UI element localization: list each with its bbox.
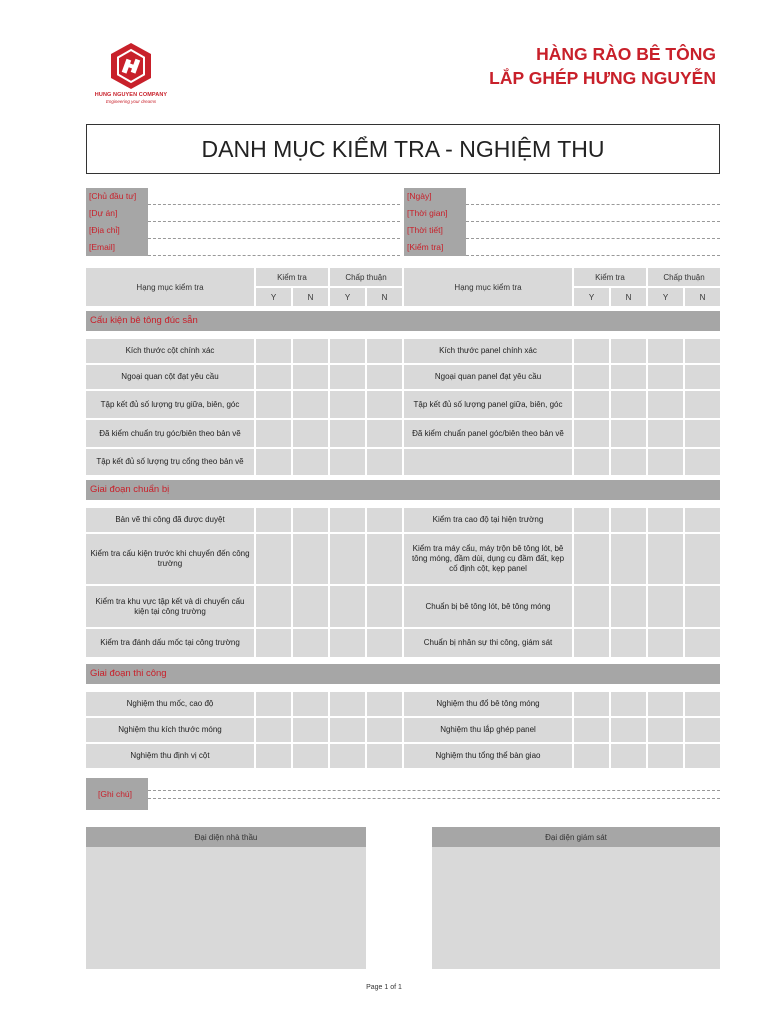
approve-yes-cell[interactable] xyxy=(648,339,683,363)
info-label-weather: [Thời tiết] xyxy=(407,225,443,235)
approve-yes-cell[interactable] xyxy=(648,586,683,627)
approve-yes-cell[interactable] xyxy=(648,508,683,532)
approve-no-cell[interactable] xyxy=(367,365,402,389)
approve-yes-cell[interactable] xyxy=(648,718,683,742)
check-yes-cell[interactable] xyxy=(574,508,609,532)
checklist-row xyxy=(404,420,720,447)
approve-no-cell[interactable] xyxy=(685,365,720,389)
check-yes-cell[interactable] xyxy=(256,744,291,768)
checklist-row xyxy=(86,339,402,363)
checklist-row xyxy=(86,534,402,584)
header-approve-yes: Y xyxy=(330,288,365,306)
check-no-cell[interactable] xyxy=(293,391,328,418)
checklist-row xyxy=(86,744,402,768)
approve-no-cell[interactable] xyxy=(685,391,720,418)
info-label-time: [Thời gian] xyxy=(407,208,448,218)
checklist-item-label: Kiểm tra máy cẩu, máy trộn bê tông lót, bê tông móng, đầm dùi, dụng cụ đầm đất, kẹp cố định cột, kẹp panel xyxy=(404,534,572,584)
check-no-cell[interactable] xyxy=(293,718,328,742)
checklist-row xyxy=(404,449,720,475)
email-field[interactable] xyxy=(148,239,400,256)
approve-no-cell[interactable] xyxy=(367,339,402,363)
header-approve-label: Chấp thuận xyxy=(648,268,720,286)
check-no-cell[interactable] xyxy=(611,629,646,657)
check-yes-cell[interactable] xyxy=(574,744,609,768)
page-number: Page 1 of 1 xyxy=(366,984,402,991)
approve-yes-cell[interactable] xyxy=(330,508,365,532)
approve-no-cell[interactable] xyxy=(367,420,402,447)
check-yes-cell[interactable] xyxy=(574,420,609,447)
checklist-item-label: Tập kết đủ số lượng trụ giữa, biên, góc xyxy=(86,391,254,418)
checklist-item-label: Tập kết đủ số lượng trụ cổng theo bản vẽ xyxy=(86,449,254,475)
contractor-signature-label: Đại diện nhà thầu xyxy=(86,827,366,847)
weather-field[interactable] xyxy=(466,222,720,239)
checklist-item-label: Đã kiểm chuẩn trụ góc/biên theo bản vẽ xyxy=(86,420,254,447)
brand-line-2: LẮP GHÉP HƯNG NGUYỄN xyxy=(489,68,716,88)
approve-no-cell[interactable] xyxy=(685,420,720,447)
checklist-item-label: Chuẩn bị nhân sự thi công, giám sát xyxy=(404,629,572,657)
checklist-item-label: Nghiệm thu đổ bê tông móng xyxy=(404,692,572,716)
info-label-project: [Dự án] xyxy=(89,208,118,218)
header-item-label: Hạng mục kiểm tra xyxy=(404,268,572,306)
checklist-item-label: Chuẩn bị bê tông lót, bê tông móng xyxy=(404,586,572,627)
info-label-investor: [Chủ đầu tư] xyxy=(89,191,137,201)
approve-no-cell[interactable] xyxy=(367,586,402,627)
supervisor-signature-box[interactable] xyxy=(432,827,720,969)
info-label-inspector: [Kiểm tra] xyxy=(407,242,444,252)
approve-no-cell[interactable] xyxy=(685,718,720,742)
approve-yes-cell[interactable] xyxy=(330,449,365,475)
check-no-cell[interactable] xyxy=(293,744,328,768)
check-no-cell[interactable] xyxy=(293,420,328,447)
check-no-cell[interactable] xyxy=(611,586,646,627)
approve-no-cell[interactable] xyxy=(685,449,720,475)
approve-yes-cell[interactable] xyxy=(648,692,683,716)
checklist-item-label: Nghiệm thu tổng thể bàn giao xyxy=(404,744,572,768)
header-approve-yes: Y xyxy=(648,288,683,306)
checklist-row xyxy=(404,534,720,584)
checklist-row xyxy=(86,391,402,418)
approve-no-cell[interactable] xyxy=(685,629,720,657)
check-yes-cell[interactable] xyxy=(256,718,291,742)
check-no-cell[interactable] xyxy=(611,391,646,418)
check-yes-cell[interactable] xyxy=(574,718,609,742)
checklist-row xyxy=(404,586,720,627)
approve-no-cell[interactable] xyxy=(367,718,402,742)
approve-yes-cell[interactable] xyxy=(330,534,365,584)
approve-yes-cell[interactable] xyxy=(648,365,683,389)
approve-yes-cell[interactable] xyxy=(648,629,683,657)
logo-hexagon-icon xyxy=(88,42,174,92)
address-field[interactable] xyxy=(148,222,400,239)
checklist-item-label: Nghiệm thu kích thước móng xyxy=(86,718,254,742)
approve-no-cell[interactable] xyxy=(685,692,720,716)
checklist-item-label xyxy=(404,449,572,475)
approve-yes-cell[interactable] xyxy=(648,449,683,475)
checklist-item-label: Kiểm tra cấu kiện trước khi chuyển đến công trường xyxy=(86,534,254,584)
check-no-cell[interactable] xyxy=(293,629,328,657)
check-yes-cell[interactable] xyxy=(574,586,609,627)
notes-field[interactable] xyxy=(148,790,720,791)
checklist-row xyxy=(404,365,720,389)
checklist-item-label: Nghiệm thu lắp ghép panel xyxy=(404,718,572,742)
check-no-cell[interactable] xyxy=(611,744,646,768)
brand-line-1: HÀNG RÀO BÊ TÔNG xyxy=(536,44,716,64)
check-yes-cell[interactable] xyxy=(256,534,291,584)
checklist-row xyxy=(404,339,720,363)
header-check-label: Kiểm tra xyxy=(574,268,646,286)
section-preparation: Giai đoạn chuẩn bị xyxy=(86,480,720,500)
checklist-item-label: Kiểm tra cao độ tại hiện trường xyxy=(404,508,572,532)
brand-heading xyxy=(489,42,716,90)
approve-yes-cell[interactable] xyxy=(648,534,683,584)
approve-no-cell[interactable] xyxy=(367,744,402,768)
header-item-label: Hạng mục kiểm tra xyxy=(86,268,254,306)
approve-no-cell[interactable] xyxy=(367,692,402,716)
check-yes-cell[interactable] xyxy=(574,391,609,418)
checklist-row xyxy=(404,692,720,716)
approve-no-cell[interactable] xyxy=(367,508,402,532)
logo-tagline: Engineering your dreams xyxy=(105,99,157,104)
check-no-cell[interactable] xyxy=(611,718,646,742)
check-no-cell[interactable] xyxy=(293,339,328,363)
notes-label: [Ghi chú] xyxy=(86,778,148,810)
checklist-item-label: Nghiệm thu mốc, cao độ xyxy=(86,692,254,716)
supervisor-signature-label: Đại diện giám sát xyxy=(432,827,720,847)
approve-yes-cell[interactable] xyxy=(648,420,683,447)
approve-no-cell[interactable] xyxy=(367,391,402,418)
approve-yes-cell[interactable] xyxy=(330,586,365,627)
check-no-cell[interactable] xyxy=(293,692,328,716)
header-check-label: Kiểm tra xyxy=(256,268,328,286)
checklist-row xyxy=(86,449,402,475)
approve-no-cell[interactable] xyxy=(685,586,720,627)
investor-field[interactable] xyxy=(148,188,400,205)
check-yes-cell[interactable] xyxy=(574,534,609,584)
check-no-cell[interactable] xyxy=(293,508,328,532)
approve-yes-cell[interactable] xyxy=(330,365,365,389)
check-yes-cell[interactable] xyxy=(574,339,609,363)
table-header-left xyxy=(86,268,402,306)
info-label-email: [Email] xyxy=(89,242,115,252)
check-no-cell[interactable] xyxy=(611,420,646,447)
check-yes-cell[interactable] xyxy=(574,449,609,475)
check-yes-cell[interactable] xyxy=(256,508,291,532)
checklist-row xyxy=(404,629,720,657)
header-approve-no: N xyxy=(685,288,720,306)
checklist-row xyxy=(404,744,720,768)
check-yes-cell[interactable] xyxy=(574,365,609,389)
document-title: DANH MỤC KIỂM TRA - NGHIỆM THU xyxy=(86,124,720,174)
approve-yes-cell[interactable] xyxy=(330,420,365,447)
check-no-cell[interactable] xyxy=(293,534,328,584)
approve-yes-cell[interactable] xyxy=(330,692,365,716)
project-field[interactable] xyxy=(148,205,400,222)
check-yes-cell[interactable] xyxy=(574,629,609,657)
check-no-cell[interactable] xyxy=(293,586,328,627)
check-no-cell[interactable] xyxy=(611,339,646,363)
checklist-item-label: Nghiệm thu định vị cột xyxy=(86,744,254,768)
checklist-item-label: Bản vẽ thi công đã được duyệt xyxy=(86,508,254,532)
check-yes-cell[interactable] xyxy=(256,586,291,627)
table-header-right xyxy=(404,268,720,306)
check-no-cell[interactable] xyxy=(611,449,646,475)
header-check-yes: Y xyxy=(574,288,609,306)
date-field[interactable] xyxy=(466,188,720,205)
checklist-row xyxy=(404,391,720,418)
approve-no-cell[interactable] xyxy=(367,629,402,657)
check-yes-cell[interactable] xyxy=(256,449,291,475)
header-approve-no: N xyxy=(367,288,402,306)
approve-no-cell[interactable] xyxy=(367,449,402,475)
info-block-left xyxy=(86,188,400,256)
check-no-cell[interactable] xyxy=(611,534,646,584)
section-precast: Cấu kiện bê tông đúc sẵn xyxy=(86,311,720,331)
checklist-item-label: Ngoại quan panel đạt yêu cầu xyxy=(404,365,572,389)
approve-no-cell[interactable] xyxy=(685,534,720,584)
checklist-row xyxy=(86,508,402,532)
check-yes-cell[interactable] xyxy=(256,692,291,716)
approve-yes-cell[interactable] xyxy=(648,744,683,768)
check-yes-cell[interactable] xyxy=(256,629,291,657)
checklist-item-label: Kiểm tra đánh dấu mốc tại công trường xyxy=(86,629,254,657)
approve-yes-cell[interactable] xyxy=(330,339,365,363)
check-yes-cell[interactable] xyxy=(256,365,291,389)
checklist-item-label: Đã kiểm chuẩn panel góc/biên theo bản vẽ xyxy=(404,420,572,447)
header-check-no: N xyxy=(293,288,328,306)
checklist-item-label: Kiểm tra khu vực tập kết và di chuyển cấu kiện tại công trường xyxy=(86,586,254,627)
checklist-item-label: Kích thước cột chính xác xyxy=(86,339,254,363)
check-yes-cell[interactable] xyxy=(256,420,291,447)
info-label-date: [Ngày] xyxy=(407,191,432,201)
header-approve-label: Chấp thuận xyxy=(330,268,402,286)
approve-yes-cell[interactable] xyxy=(648,391,683,418)
check-yes-cell[interactable] xyxy=(574,692,609,716)
check-no-cell[interactable] xyxy=(293,365,328,389)
approve-yes-cell[interactable] xyxy=(330,391,365,418)
check-yes-cell[interactable] xyxy=(256,391,291,418)
check-no-cell[interactable] xyxy=(611,365,646,389)
time-field[interactable] xyxy=(466,205,720,222)
checklist-row xyxy=(86,718,402,742)
header-check-no: N xyxy=(611,288,646,306)
section-construction: Giai đoạn thi công xyxy=(86,664,720,684)
notes-field-line-2[interactable] xyxy=(148,798,720,799)
contractor-signature-box[interactable] xyxy=(86,827,366,969)
approve-no-cell[interactable] xyxy=(685,339,720,363)
check-no-cell[interactable] xyxy=(611,692,646,716)
checklist-row xyxy=(404,508,720,532)
checklist-item-label: Ngoại quan cột đạt yêu cầu xyxy=(86,365,254,389)
approve-yes-cell[interactable] xyxy=(330,718,365,742)
approve-no-cell[interactable] xyxy=(685,508,720,532)
header-check-yes: Y xyxy=(256,288,291,306)
approve-yes-cell[interactable] xyxy=(330,629,365,657)
logo-company-name: HUNG NGUYEN COMPANY xyxy=(94,92,168,98)
inspector-field[interactable] xyxy=(466,239,720,256)
checklist-item-label: Kích thước panel chính xác xyxy=(404,339,572,363)
approve-no-cell[interactable] xyxy=(367,534,402,584)
check-no-cell[interactable] xyxy=(611,508,646,532)
approve-yes-cell[interactable] xyxy=(330,744,365,768)
checklist-row xyxy=(86,629,402,657)
checklist-row xyxy=(86,692,402,716)
info-label-address: [Địa chỉ] xyxy=(89,225,120,235)
checklist-row xyxy=(86,365,402,389)
check-yes-cell[interactable] xyxy=(256,339,291,363)
checklist-row xyxy=(86,586,402,627)
checklist-item-label: Tập kết đủ số lượng panel giữa, biên, góc xyxy=(404,391,572,418)
checklist-row xyxy=(86,420,402,447)
check-no-cell[interactable] xyxy=(293,449,328,475)
approve-no-cell[interactable] xyxy=(685,744,720,768)
info-block-right xyxy=(404,188,720,256)
checklist-row xyxy=(404,718,720,742)
company-logo xyxy=(88,42,174,108)
notes-block xyxy=(86,778,720,810)
